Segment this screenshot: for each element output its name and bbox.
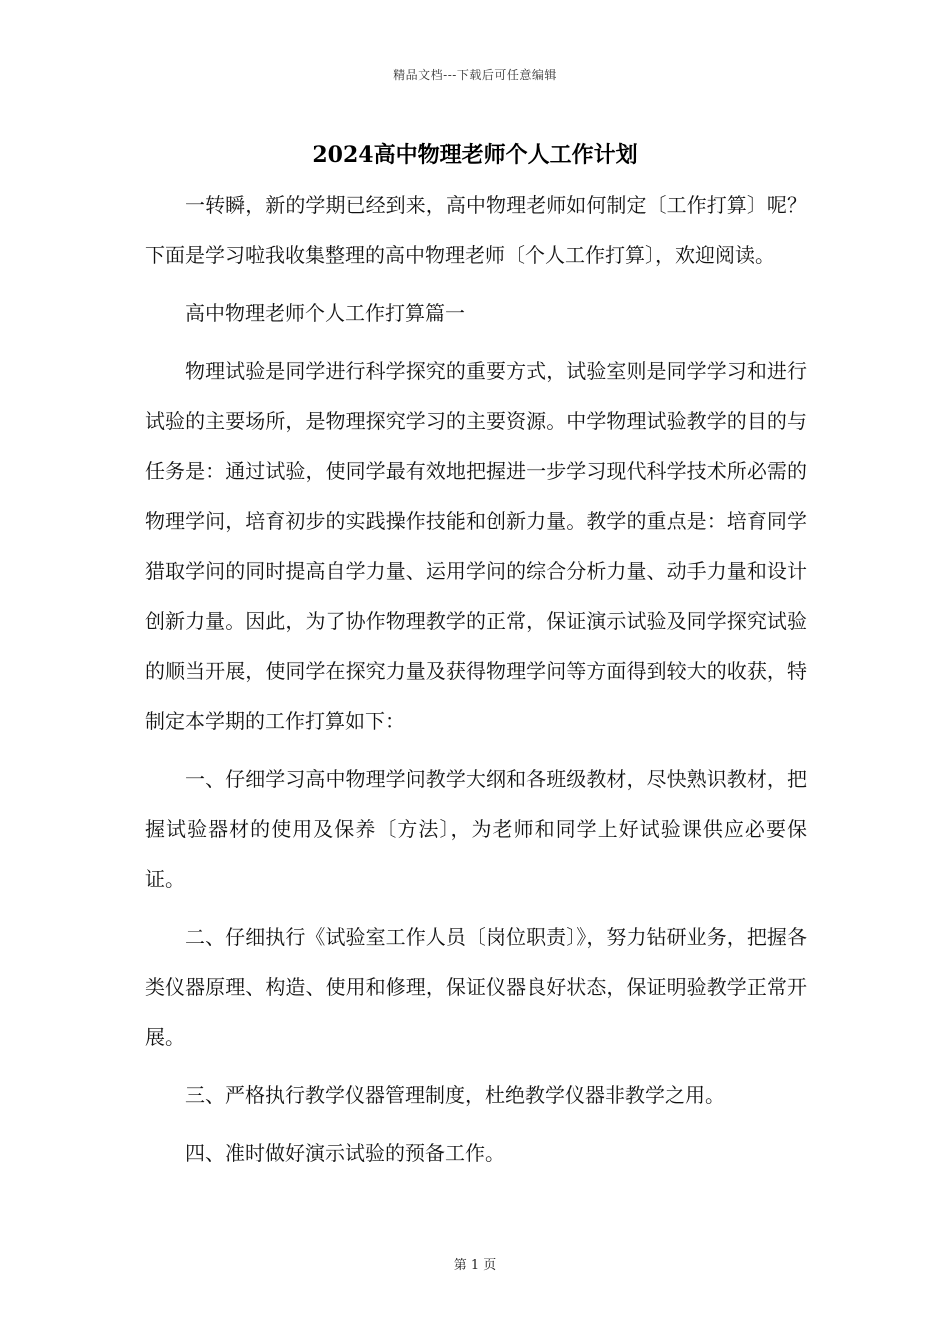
- section-heading: 高中物理老师个人工作打算篇一: [185, 301, 465, 325]
- list-item-2: 二、仔细执行《试验室工作人员〔岗位职责〕》，努力钻研业务，把握各类仪器原理、构造、使用和修理，保证仪器良好状态，保证明验教学正常开展。: [145, 925, 807, 1049]
- list-item-4: 四、准时做好演示试验的预备工作。: [185, 1141, 505, 1165]
- list-item-1: 一、仔细学习高中物理学问教学大纲和各班级教材，尽快熟识教材，把握试验器材的使用及保养〔方法〕，为老师和同学上好试验课供应必要保证。: [145, 767, 807, 891]
- body-paragraph: 物理试验是同学进行科学探究的重要方式，试验室则是同学学习和进行试验的主要场所，是物理探究学习的主要资源。中学物理试验教学的目的与任务是：通过试验，使同学最有效地把握进一步学习现代科学技术所必需的物理学问，培育初步的实践操作技能和创新力量。教学的重点是：培育同学猎取学问的同时提高自学力量、运用学问的综合分析力量、动手力量和设计创新力量。因此，为了协作物理教学的正常，保证演示试验及同学探究试验的顺当开展，使同学在探究力量及获得物理学问等方面得到较大的收获，特制定本学期的工作打算如下：: [145, 359, 807, 733]
- document-body: [145, 180, 807, 1186]
- page-number: 第 1 页: [453, 1258, 497, 1273]
- intro-paragraph: 一转瞬，新的学期已经到来，高中物理老师如何制定〔工作打算〕呢？下面是学习啦我收集整理的高中物理老师〔个人工作打算〕，欢迎阅读。: [145, 193, 807, 267]
- page-header: 精品文档---下载后可任意编辑: [393, 68, 557, 82]
- list-item-3: 三、严格执行教学仪器管理制度，杜绝教学仪器非教学之用。: [185, 1083, 725, 1107]
- document-title: 2024高中物理老师个人工作计划: [312, 142, 638, 168]
